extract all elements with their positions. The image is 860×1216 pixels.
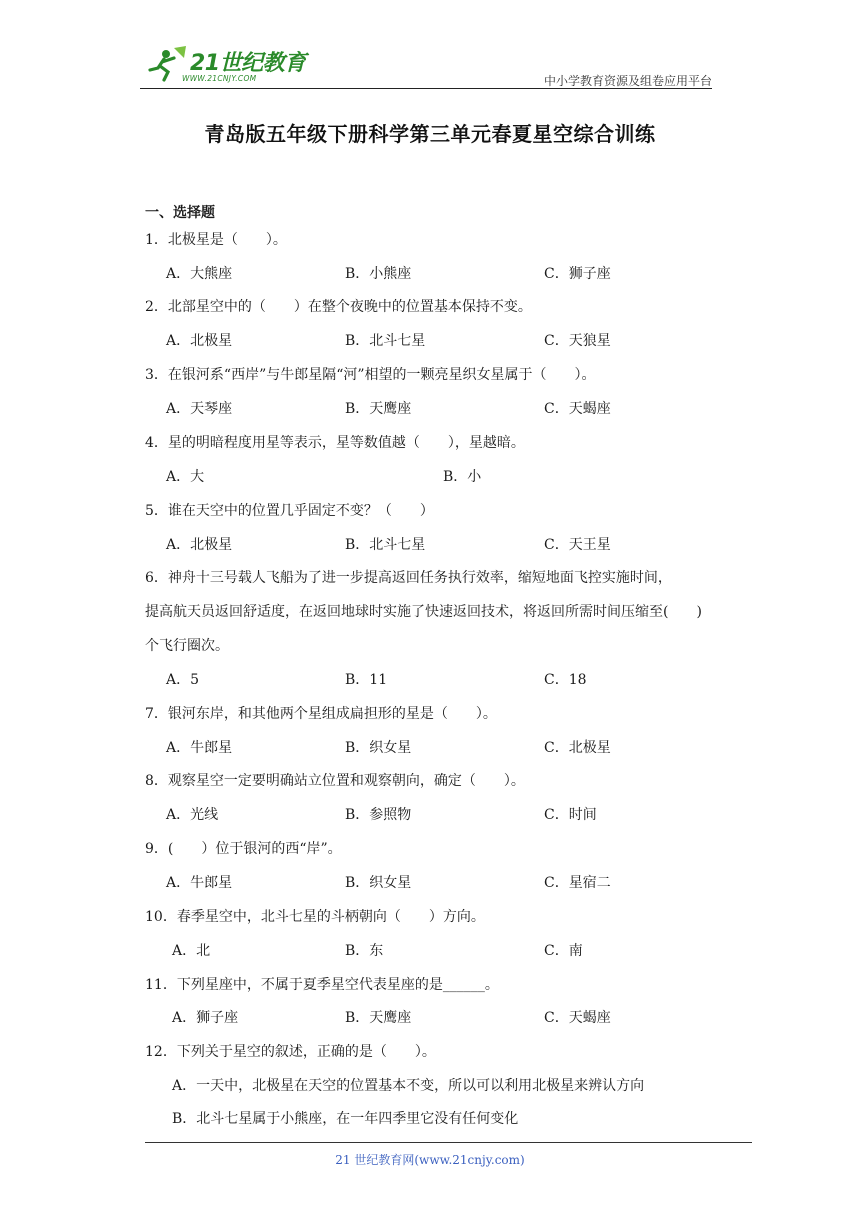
question-4: 4．星的明暗程度用星等表示，星等数值越（ ），星越暗。 — [145, 435, 525, 451]
question-7: 7．银河东岸，和其他两个星组成扁担形的星是（ ）。 — [145, 706, 497, 722]
logo-text: 21世纪教育 — [190, 51, 306, 76]
q1-option-a: A．大熊座 — [166, 266, 233, 282]
q9-option-b: B．织女星 — [345, 875, 412, 891]
logo-url: WWW.21CNJY.COM — [182, 74, 257, 83]
q3-option-b: B．天鹰座 — [345, 401, 412, 417]
q2-option-c: C．天狼星 — [544, 333, 611, 349]
q6-option-c: C．18 — [544, 672, 587, 688]
q11-option-b: B．天鹰座 — [345, 1010, 412, 1026]
q2-option-b: B．北斗七星 — [345, 333, 426, 349]
q7-option-b: B．织女星 — [345, 740, 412, 756]
page-header — [140, 42, 712, 90]
q3-option-c: C．天蝎座 — [544, 401, 611, 417]
question-3: 3．在银河系“西岸”与牛郎星隔“河”相望的一颗亮星织女星属于（ ）。 — [145, 367, 596, 383]
q8-option-c: C．时间 — [544, 807, 597, 823]
q7-option-c: C．北极星 — [544, 740, 611, 756]
q4-option-b: B．小 — [443, 469, 482, 485]
question-10: 10．春季星空中，北斗七星的斗柄朝向（ ）方向。 — [145, 909, 485, 925]
question-8: 8．观察星空一定要明确站立位置和观察朝向，确定（ ）。 — [145, 773, 525, 789]
question-5: 5．谁在天空中的位置几乎固定不变？（ ） — [145, 503, 434, 519]
q8-option-a: A．光线 — [166, 807, 219, 823]
q5-option-a: A．北极星 — [166, 537, 233, 553]
question-9: 9．( ）位于银河的西“岸”。 — [145, 841, 342, 857]
q10-option-c: C．南 — [544, 943, 583, 959]
q12-option-b: B．北斗七星属于小熊座，在一年四季里它没有任何变化 — [172, 1111, 519, 1127]
footer-link[interactable]: 21 世纪教育网(www.21cnjy.com) — [335, 1153, 525, 1167]
q1-option-c: C．狮子座 — [544, 266, 611, 282]
q4-option-a: A．大 — [166, 469, 205, 485]
q1-option-b: B．小熊座 — [345, 266, 412, 282]
q6-option-a: A．5 — [166, 672, 200, 688]
q11-option-a: A．狮子座 — [172, 1010, 239, 1026]
question-2: 2．北部星空中的（ ）在整个夜晚中的位置基本保持不变。 — [145, 299, 532, 315]
q9-option-a: A．牛郎星 — [166, 875, 233, 891]
q3-option-a: A．天琴座 — [166, 401, 233, 417]
q2-option-a: A．北极星 — [166, 333, 233, 349]
q11-option-c: C．天蝎座 — [544, 1010, 611, 1026]
platform-name: 中小学教育资源及组卷应用平台 — [543, 74, 712, 88]
q8-option-b: B．参照物 — [345, 807, 412, 823]
question-6-line-1: 6．神舟十三号载人飞船为了进一步提高返回任务执行效率，缩短地面飞控实施时间， — [145, 570, 672, 586]
question-11: 11．下列星座中，不属于夏季星空代表星座的是______。 — [145, 977, 499, 993]
document-title: 青岛版五年级下册科学第三单元春夏星空综合训练 — [204, 122, 656, 146]
question-1: 1．北极星是（ ）。 — [145, 232, 287, 248]
header-divider — [140, 88, 712, 89]
question-6-line-2: 提高航天员返回舒适度，在返回地球时实施了快速返回技术，将返回所需时间压缩至( ) — [145, 604, 702, 620]
q6-option-b: B．11 — [345, 672, 388, 688]
section-heading: 一、选择题 — [145, 205, 215, 221]
q5-option-b: B．北斗七星 — [345, 537, 426, 553]
q12-option-a: A．一天中，北极星在天空的位置基本不变，所以可以利用北极星来辨认方向 — [172, 1078, 645, 1094]
q5-option-c: C．天王星 — [544, 537, 611, 553]
footer-divider — [145, 1142, 752, 1143]
q10-option-a: A．北 — [172, 943, 211, 959]
logo — [146, 42, 316, 88]
question-12: 12．下列关于星空的叙述，正确的是（ ）。 — [145, 1044, 436, 1060]
q9-option-c: C．星宿二 — [544, 875, 611, 891]
question-6-line-3: 个飞行圈次。 — [145, 638, 229, 654]
q7-option-a: A．牛郎星 — [166, 740, 233, 756]
q10-option-b: B．东 — [345, 943, 384, 959]
